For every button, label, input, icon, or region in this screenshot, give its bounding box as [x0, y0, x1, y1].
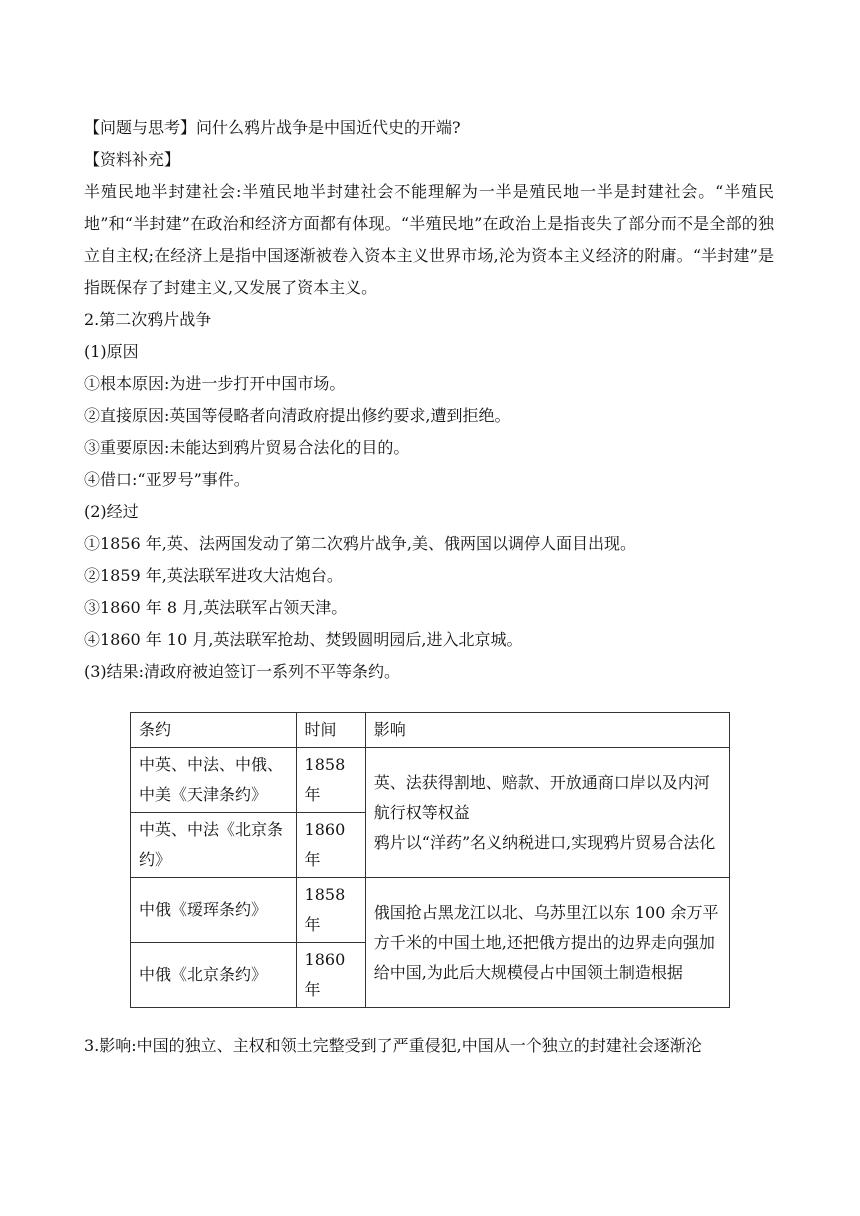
table-header-row	[131, 713, 730, 748]
document-body	[84, 112, 784, 688]
process-item: ②1859 年,英法联军进攻大沽炮台。	[84, 566, 343, 585]
impact-cell-group2: 俄国抢占黑龙江以北、乌苏里江以东 100 余万平方千米的中国土地,还把俄方提出的边界走向强加给中国,为此后大规模侵占中国领土制造根据	[365, 878, 729, 1008]
treaty-time: 1858年	[296, 748, 365, 813]
section3-line: 3.影响:中国的独立、主权和领土完整受到了严重侵犯,中国从一个独立的封建社会逐渐沦	[84, 1036, 702, 1055]
question-line: 【问题与思考】问什么鸦片战争是中国近代史的开端?	[84, 118, 461, 137]
supplement-heading: 【资料补充】	[84, 150, 181, 169]
process-item: ③1860 年 8 月,英法联军占领天津。	[84, 598, 348, 617]
treaty-name: 中英、中法、中俄、中美《天津条约》	[131, 748, 297, 813]
treaty-name: 中俄《瑷珲条约》	[131, 878, 297, 943]
section2-title: 2.第二次鸦片战争	[84, 310, 212, 329]
process-item: ①1856 年,英、法两国发动了第二次鸦片战争,美、俄两国以调停人面目出现。	[84, 534, 636, 553]
treaty-table	[130, 712, 730, 1008]
treaty-time: 1858年	[296, 878, 365, 943]
process-item: ④1860 年 10 月,英法联军抢劫、焚毁圆明园后,进入北京城。	[84, 630, 523, 649]
process-heading: (2)经过	[84, 502, 139, 521]
header-treaty: 条约	[131, 713, 297, 748]
table-row	[131, 878, 730, 943]
treaty-name: 中俄《北京条约》	[131, 943, 297, 1008]
header-impact: 影响	[365, 713, 729, 748]
impact-text: 鸦片以“洋药”名义纳税进口,实现鸦片贸易合法化	[373, 832, 716, 852]
treaty-name: 中英、中法《北京条约》	[131, 813, 297, 878]
cause-item: ③重要原因:未能达到鸦片贸易合法化的目的。	[84, 438, 410, 457]
impact-text: 英、法获得割地、赔款、开放通商口岸以及内河航行权等权益	[373, 772, 710, 822]
cause-item: ②直接原因:英国等侵略者向清政府提出修约要求,遭到拒绝。	[84, 406, 511, 425]
treaty-time: 1860年	[296, 813, 365, 878]
table-row	[131, 748, 730, 813]
cause-item: ④借口:“亚罗号”事件。	[84, 470, 250, 489]
cause-item: ①根本原因:为进一步打开中国市场。	[84, 374, 346, 393]
result-heading: (3)结果:清政府被迫签订一系列不平等条约。	[84, 662, 401, 681]
treaty-time: 1860年	[296, 943, 365, 1008]
impact-cell-group1	[365, 748, 729, 878]
supplement-paragraph: 半殖民地半封建社会:半殖民地半封建社会不能理解为一半是殖民地一半是封建社会。“半殖民地”和“半封建”在政治和经济方面都有体现。“半殖民地”在政治上是指丧失了部分而不是全部的独立自主权;在经济上是指中国逐渐被卷入资本主义世界市场,沦为资本主义经济的附庸。“半封建”是指既保存了封建主义,又发展了资本主义。	[84, 182, 774, 297]
header-time: 时间	[296, 713, 365, 748]
cause-heading: (1)原因	[84, 342, 139, 361]
